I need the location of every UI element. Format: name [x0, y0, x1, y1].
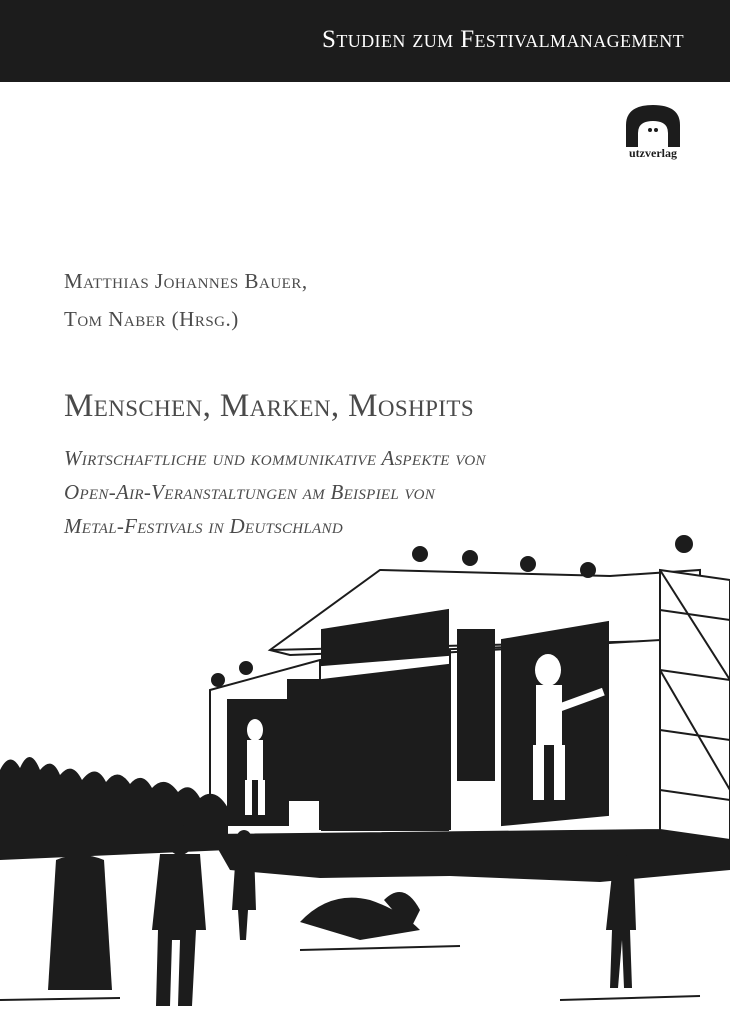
book-subtitle: [64, 441, 486, 543]
author-list: [64, 262, 308, 338]
publisher-name: utzverlag: [629, 146, 677, 160]
author-line-2: Tom Naber (Hrsg.): [64, 307, 239, 331]
festival-stage-crowd-illustration: [0, 530, 730, 1024]
series-banner: [0, 0, 730, 82]
subtitle-line-3: Metal-Festivals in Deutschland: [64, 514, 343, 538]
book-title: Menschen, Marken, Moshpits: [64, 388, 475, 424]
series-title: Studien zum Festivalmanagement: [322, 26, 684, 53]
subtitle-line-2: Open-Air-Veranstaltungen am Beispiel von: [64, 480, 436, 504]
subtitle-line-1: Wirtschaftliche und kommunikative Aspekte von: [64, 446, 486, 470]
author-line-1: Matthias Johannes Bauer,: [64, 269, 308, 293]
